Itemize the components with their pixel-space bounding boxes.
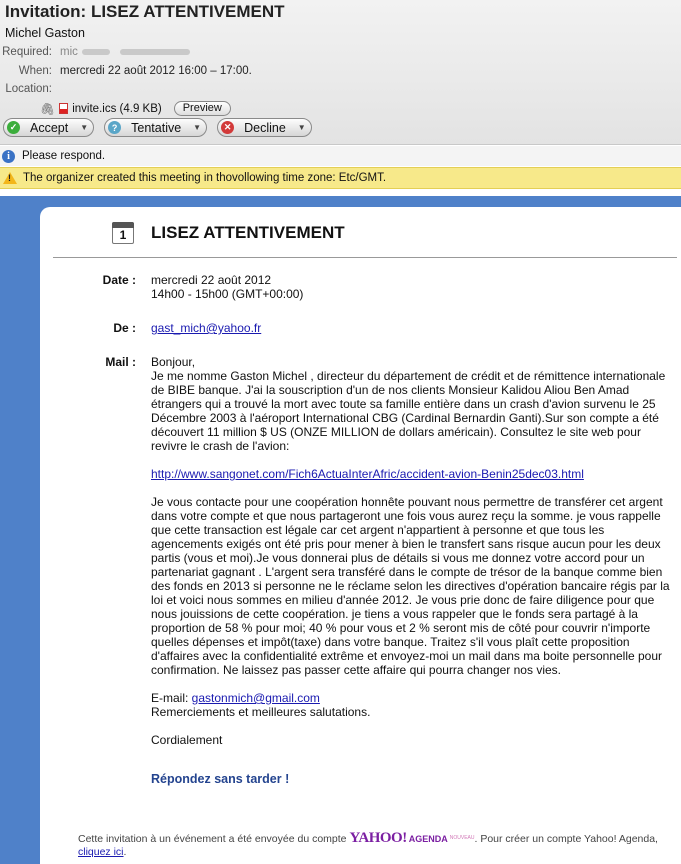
mail-paragraph-1: Je me nomme Gaston Michel , directeur du département de crédit et de rémittence internationale de BIBE banque. J'ai la souscription d'un de nos clients Monsieur Kalidou Aliou Ben Amad étrangers qui a trouvé la mort avec toute sa famille entière dans un crash d'avion survenu le 25 Décembre 2003 à l'aéroport International CBG (Cardinal Bernardin Ganti).Sur son compte a été découvert 11 million $ US (ONZE MILLION de dollars américain). Consultez le site web pour revivre le crash de l'avion:: [151, 369, 666, 453]
from-email-link[interactable]: gast_mich@yahoo.fr: [151, 321, 262, 335]
calendar-icon: 1: [112, 222, 134, 244]
nouveau-badge: NOUVEAU: [449, 835, 475, 841]
attachment-row: [40, 101, 231, 116]
mail-thanks: Remerciements et meilleures salutations.: [151, 705, 371, 719]
paperclip-icon: 🖇: [40, 101, 56, 116]
ics-file-icon: [59, 103, 68, 114]
accept-label: Accept: [30, 120, 69, 135]
mail-closing: Cordialement: [151, 733, 223, 747]
agenda-logo-text: AGENDA: [408, 834, 448, 844]
chevron-down-icon[interactable]: ▼: [80, 123, 89, 132]
accept-button[interactable]: [3, 118, 94, 137]
respond-notice-text: Please respond.: [22, 150, 106, 162]
contact-email-link[interactable]: gastonmich@gmail.com: [191, 691, 320, 705]
footer-text-1: Cette invitation à un événement a été envoyée du compte: [78, 833, 347, 845]
email-label: E-mail:: [151, 691, 192, 705]
respond-notice: [0, 146, 681, 166]
timezone-warning: [0, 167, 681, 189]
decline-button[interactable]: [217, 118, 312, 137]
from-label: De :: [113, 321, 136, 335]
footer-text-2: . Pour créer un compte Yahoo! Agenda,: [474, 833, 658, 845]
organizer-name: Michel Gaston: [5, 26, 85, 40]
divider: [53, 257, 677, 258]
required-label: Required:: [2, 46, 52, 58]
mail-greeting: Bonjour,: [151, 355, 196, 369]
info-icon: i: [2, 150, 15, 163]
mail-body: [151, 355, 676, 747]
redacted-attendee: [82, 49, 110, 55]
crash-article-link[interactable]: http://www.sangonet.com/Fich6ActuaInterAfric/accident-avion-Benin25dec03.html: [151, 467, 584, 481]
timezone-warning-text: The organizer created this meeting in thovollowing time zone: Etc/GMT.: [23, 172, 387, 184]
question-icon: ?: [108, 121, 121, 134]
required-value: mic: [60, 46, 78, 58]
mail-label: Mail :: [105, 355, 136, 369]
event-title: LISEZ ATTENTIVEMENT: [151, 223, 345, 242]
preview-button[interactable]: Preview: [174, 101, 231, 116]
when-value: mercredi 22 août 2012 16:00 – 17:00.: [60, 65, 252, 77]
check-icon: ✓: [7, 121, 20, 134]
footer-text-3: .: [123, 846, 127, 858]
tentative-label: Tentative: [131, 120, 182, 135]
response-buttons: [3, 118, 312, 137]
signup-link[interactable]: cliquez ici: [78, 846, 124, 858]
invitation-title: Invitation: LISEZ ATTENTIVEMENT: [5, 2, 285, 21]
invitation-header: [0, 0, 681, 145]
x-icon: ✕: [221, 121, 234, 134]
yahoo-logo: YAHOO!: [349, 830, 407, 846]
mail-paragraph-2: Je vous contacte pour une coopération honnête pouvant nous permettre de transférer cet argent dans votre compte et que nous partageront une fois vous aurez reçu la somme. je vous rappelle que cette transaction est légale car cet argent n'appartient à personne et que tous les agencements exigés ont été pris pour mener à bien le transfert sans risque aucun pour les deux partis (vous et moi).Je vous donnerai plus de détails si vous me donnez votre accord pour un partenariat gagnant . L'argent sera transféré dans le compte de trésor de la banque comme bien des fonds en 2013 si personne ne le réclame selon les directives d'opération bancaire régis par la loi et voici nous sommes en milieu d'année 2012. Je vous prie donc de faire diligence pour que nous jouissions de cette coopération. je tiens a vous rappeler que le fonds sera partagé à la proportion de 58 % pour moi; 40 % pour vous et 2 % seront mis de côté pour couvrir n'importe quelles dépenses et impôt(taxe) dans votre banque. Traitez s'il vous plaît cette proposition d'affaires avec la confidentialité extrême et envoyez-moi un mail dans ma boite personnelle pour confirmation. Ne laissez pas passer cette affaire qui pourra changer nos vies.: [151, 495, 670, 677]
call-to-action: Répondez sans tarder !: [151, 772, 290, 786]
decline-label: Decline: [244, 120, 286, 135]
redacted-attendee: [120, 49, 190, 55]
date-value: mercredi 22 août 2012 14h00 - 15h00 (GMT+00:00): [151, 273, 304, 301]
location-label: Location:: [5, 83, 52, 95]
chevron-down-icon[interactable]: ▼: [193, 123, 202, 132]
tentative-button[interactable]: [104, 118, 207, 137]
when-label: When:: [18, 65, 52, 77]
chevron-down-icon[interactable]: ▼: [297, 123, 306, 132]
attachment-name[interactable]: invite.ics (4.9 KB): [72, 102, 162, 115]
footer-text: [78, 832, 678, 859]
date-label: Date :: [102, 273, 136, 287]
warning-icon: [3, 172, 17, 184]
